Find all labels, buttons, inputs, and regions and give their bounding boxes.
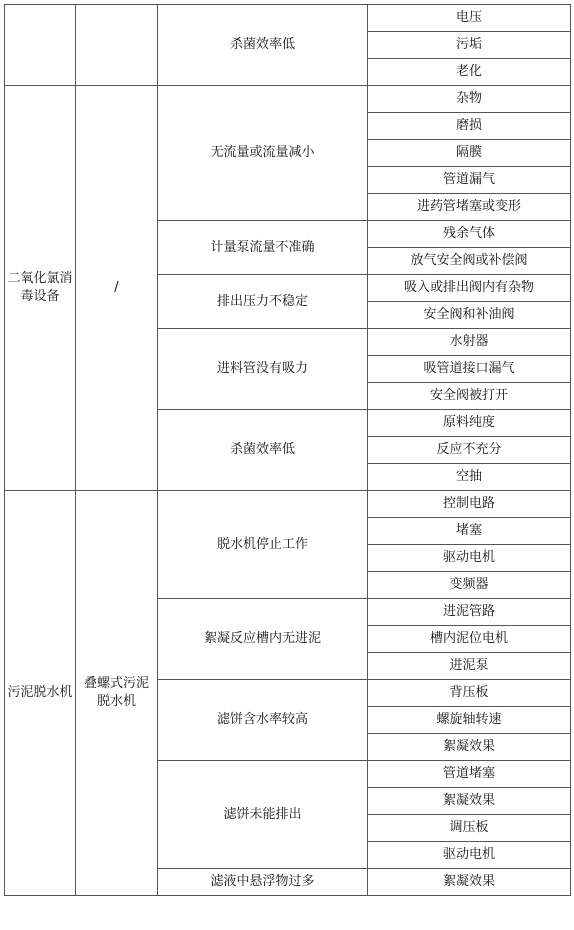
fault-cause-cell: 槽内泥位电机: [368, 626, 571, 653]
fault-cause-cell: 变频器: [368, 572, 571, 599]
fault-cause-cell: 驱动电机: [368, 545, 571, 572]
fault-cause-cell: 吸入或排出阀内有杂物: [368, 275, 571, 302]
fault-cause-cell: 电压: [368, 5, 571, 32]
equipment-cell: 二氧化氯消毒设备: [5, 86, 76, 491]
fault-cause-cell: 空抽: [368, 464, 571, 491]
fault-symptom-cell: 滤饼未能排出: [158, 761, 368, 869]
fault-cause-cell: 水射器: [368, 329, 571, 356]
table-body: [5, 5, 571, 896]
fault-symptom-cell: 脱水机停止工作: [158, 491, 368, 599]
model-cell: /: [76, 86, 158, 491]
fault-symptom-cell: 滤液中悬浮物过多: [158, 869, 368, 896]
fault-symptom-cell: 滤饼含水率较高: [158, 680, 368, 761]
equipment-cell: 污泥脱水机: [5, 491, 76, 896]
fault-cause-cell: 反应不充分: [368, 437, 571, 464]
fault-symptom-cell: 排出压力不稳定: [158, 275, 368, 329]
fault-cause-cell: 吸管道接口漏气: [368, 356, 571, 383]
fault-cause-cell: 杂物: [368, 86, 571, 113]
fault-cause-cell: 背压板: [368, 680, 571, 707]
fault-cause-cell: 老化: [368, 59, 571, 86]
fault-symptom-cell: 杀菌效率低: [158, 410, 368, 491]
fault-cause-cell: 放气安全阀或补偿阀: [368, 248, 571, 275]
fault-cause-cell: 进泥管路: [368, 599, 571, 626]
fault-cause-cell: 进泥泵: [368, 653, 571, 680]
fault-cause-cell: 原料纯度: [368, 410, 571, 437]
fault-symptom-cell: 计量泵流量不准确: [158, 221, 368, 275]
table-row: [5, 86, 571, 113]
fault-cause-cell: 安全阀被打开: [368, 383, 571, 410]
fault-cause-cell: 磨损: [368, 113, 571, 140]
fault-symptom-cell: 杀菌效率低: [158, 5, 368, 86]
fault-cause-cell: 絮凝效果: [368, 869, 571, 896]
fault-cause-cell: 安全阀和补油阀: [368, 302, 571, 329]
fault-cause-cell: 进药管堵塞或变形: [368, 194, 571, 221]
fault-cause-cell: 絮凝效果: [368, 734, 571, 761]
fault-cause-cell: 堵塞: [368, 518, 571, 545]
table-row: [5, 5, 571, 32]
fault-cause-cell: 隔膜: [368, 140, 571, 167]
fault-cause-cell: 调压板: [368, 815, 571, 842]
fault-cause-cell: 絮凝效果: [368, 788, 571, 815]
fault-cause-cell: 管道漏气: [368, 167, 571, 194]
model-cell: 叠螺式污泥脱水机: [76, 491, 158, 896]
table-row: [5, 491, 571, 518]
fault-cause-cell: 污垢: [368, 32, 571, 59]
fault-cause-cell: 螺旋轴转速: [368, 707, 571, 734]
fault-symptom-cell: 无流量或流量减小: [158, 86, 368, 221]
fault-cause-cell: 管道堵塞: [368, 761, 571, 788]
equipment-cell: [5, 5, 76, 86]
fault-symptom-cell: 进料管没有吸力: [158, 329, 368, 410]
fault-cause-cell: 控制电路: [368, 491, 571, 518]
fault-cause-cell: 残余气体: [368, 221, 571, 248]
fault-cause-cell: 驱动电机: [368, 842, 571, 869]
model-cell: [76, 5, 158, 86]
fault-diagnosis-table: [4, 4, 571, 896]
fault-symptom-cell: 絮凝反应槽内无进泥: [158, 599, 368, 680]
